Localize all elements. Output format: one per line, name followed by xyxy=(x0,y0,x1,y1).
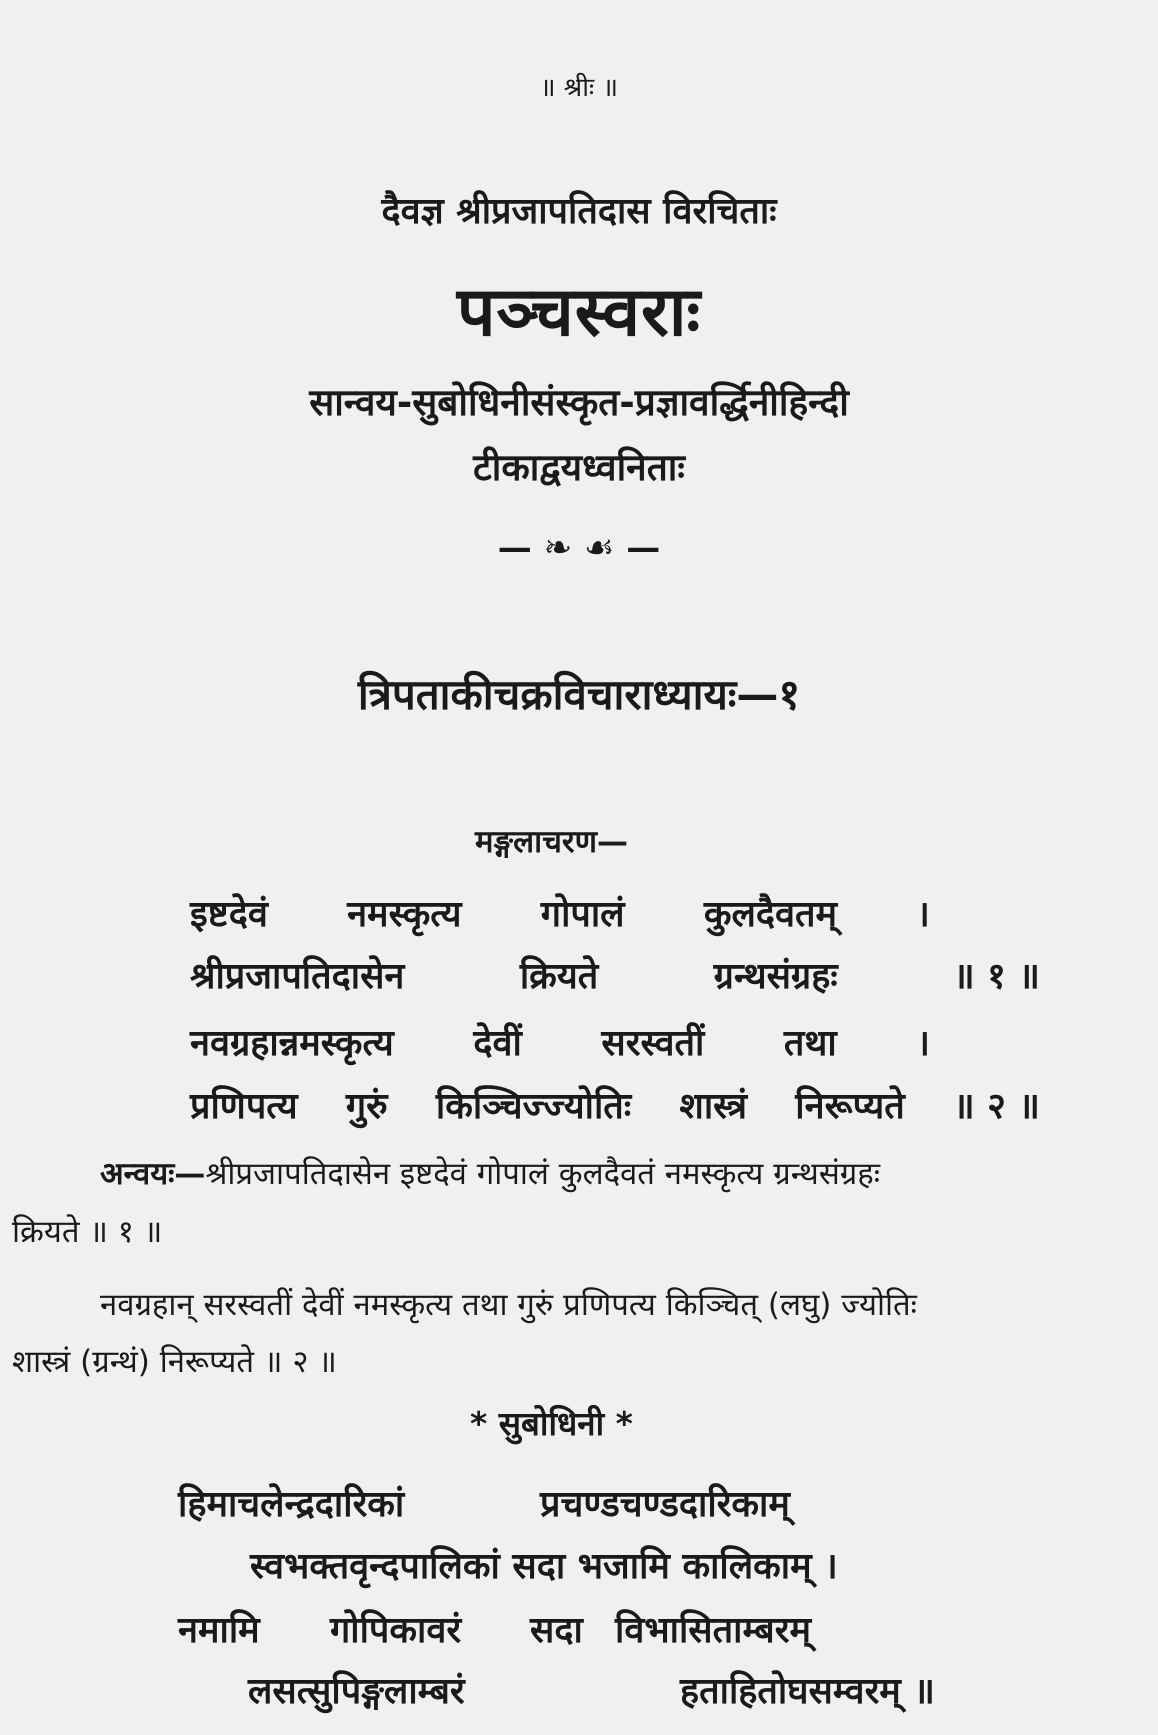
subtitle-line-2: टीकाद्वयध्वनिताः xyxy=(473,446,685,489)
verse-word: तथा xyxy=(783,1023,837,1064)
verse-word: इष्टदेवं xyxy=(190,894,268,935)
verse-word: सरस्वतीं xyxy=(601,1023,705,1064)
subodhini-heading: * सुबोधिनी * xyxy=(470,1404,633,1443)
author-line: दैवज्ञ श्रीप्रजापतिदास विरचिताः xyxy=(381,191,777,232)
prayer-word: सदा xyxy=(530,1610,583,1651)
verse-word: गुरुं xyxy=(345,1086,388,1127)
verse-word: किञ्चिज्ज्योतिः xyxy=(435,1086,632,1127)
verse-word: शास्त्रं xyxy=(679,1086,748,1127)
verse-word: निरूप्यते xyxy=(795,1086,905,1127)
prayer-word: लसत्सुपिङ्गलाम्बरं xyxy=(248,1671,465,1712)
prayer-word: गोपिकावरं xyxy=(330,1610,462,1651)
prayer-word: प्रचण्डचण्डदारिकाम् xyxy=(540,1484,790,1525)
anvaya-line-1 xyxy=(100,1152,880,1194)
verse-word: श्रीप्रजापतिदासेन xyxy=(190,956,405,997)
mangala-heading: मङ्गलाचरण— xyxy=(475,824,628,860)
verse-line-4 xyxy=(190,1080,1040,1129)
verse-line-1 xyxy=(190,888,1040,937)
verse-number: ॥ १ ॥ xyxy=(953,956,1040,997)
prayer-word: नमामि xyxy=(178,1610,260,1651)
prayer-line-2: स्वभक्तवृन्दपालिकां सदा भजामि कालिकाम् । xyxy=(250,1546,838,1587)
verse-line-3 xyxy=(190,1017,1040,1066)
anvaya-text: श्रीप्रजापतिदासेन इष्टदेवं गोपालं कुलदैवतं नमस्कृत्य ग्रन्थसंग्रहः xyxy=(205,1156,880,1192)
chapter-title: त्रिपताकीचक्रविचाराध्यायः—१ xyxy=(357,670,801,719)
anvaya-line-3: नवग्रहान् सरस्वतीं देवीं नमस्कृत्य तथा गुरुं प्रणिपत्य किञ्चित् (लघु) ज्योतिः xyxy=(100,1287,917,1323)
verse-danda: । xyxy=(916,894,930,935)
verse-word: देवीं xyxy=(473,1023,522,1064)
verse-word: ग्रन्थसंग्रहः xyxy=(713,956,838,997)
verse-word: कुलदैवतम् xyxy=(703,894,838,935)
invocation: ॥ श्रीः ॥ xyxy=(539,73,619,103)
verse-word: नवग्रहान्नमस्कृत्य xyxy=(190,1023,394,1064)
subtitle-line-1: सान्वय-सुबोधिनीसंस्कृत-प्रज्ञावर्द्धिनीहिन्दी xyxy=(309,381,849,424)
verse-word: क्रियते xyxy=(519,956,599,997)
book-title: पञ्चस्वराः xyxy=(456,273,702,352)
verse-line-2 xyxy=(190,950,1040,999)
anvaya-line-2: क्रियते ॥ १ ॥ xyxy=(12,1214,163,1250)
anvaya-line-4: शास्त्रं (ग्रन्थं) निरूप्यते ॥ २ ॥ xyxy=(12,1344,337,1380)
prayer-word: हिमाचलेन्द्रदारिकां xyxy=(178,1484,405,1525)
ornament-divider: — ❧ ☙ — xyxy=(497,528,661,568)
verse-word: प्रणिपत्य xyxy=(190,1086,298,1127)
verse-number: ॥ २ ॥ xyxy=(953,1086,1040,1127)
anvaya-label: अन्वयः— xyxy=(100,1156,206,1192)
prayer-word: हताहितोघसम्वरम् ॥ xyxy=(680,1671,935,1712)
prayer-word: विभासिताम्बरम् xyxy=(615,1610,811,1651)
verse-word: नमस्कृत्य xyxy=(347,894,462,935)
verse-word: गोपालं xyxy=(540,894,625,935)
verse-danda: । xyxy=(916,1023,930,1064)
